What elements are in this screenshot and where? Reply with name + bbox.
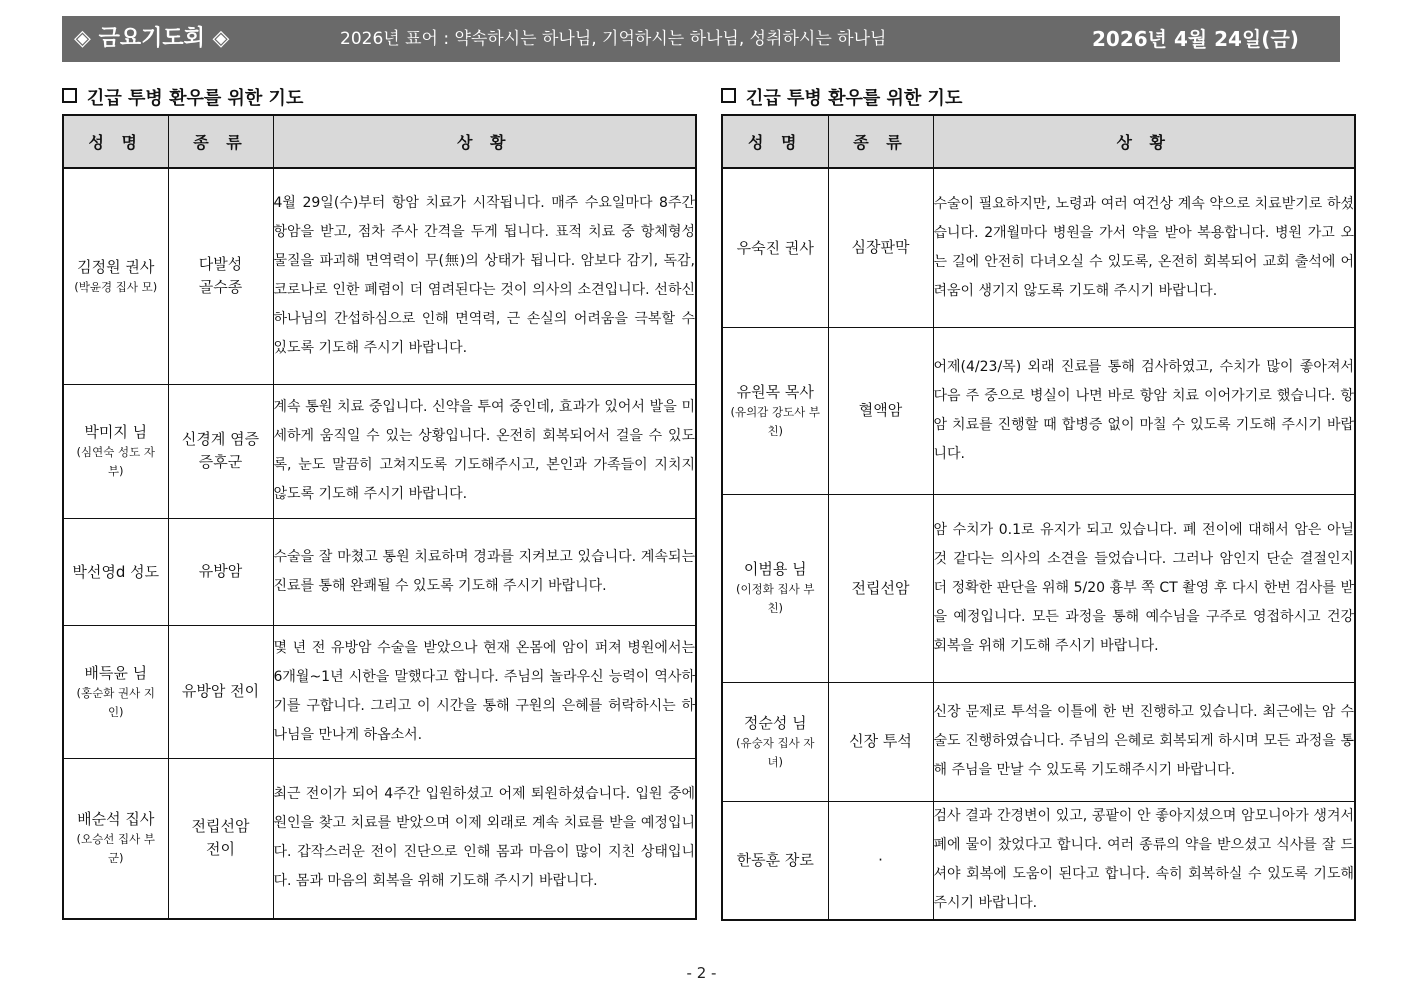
patient-name: 배득윤 님 xyxy=(84,663,148,682)
status-text: 4월 29일(수)부터 항암 치료가 시작됩니다. 매주 수요일마다 8주간 항암을 받고, 점차 주사 간격을 두게 됩니다. 표적 치료 중 항체형성 물질을 파괴해 면역력이 무(無)의 상태가 됩니다. 암보다 감기, 독감, 코로나로 인한 폐렴이 더 염려된다는 것이 의사의 소견입니다. 선하신 하나님의 간섭하심으로 인해 면역력, 근 손실의 어려움을 극복할 수 있도록 기도해 주시기 바랍니다. xyxy=(273,168,696,384)
page-title: ◈ 금요기도회 ◈ xyxy=(74,26,230,51)
illness-type: · xyxy=(828,801,933,920)
col-name-header: 성 명 xyxy=(722,115,828,168)
patient-relation: (오승선 집사 부군) xyxy=(76,832,155,866)
header-bar xyxy=(62,16,1340,62)
illness-type xyxy=(168,758,273,919)
checkbox-bullet-icon xyxy=(62,88,77,103)
status-text: 암 수치가 0.1로 유지가 되고 있습니다. 폐 전이에 대해서 암은 아닐 것 같다는 의사의 소견을 들었습니다. 그러나 암인지 단순 결절인지 더 정확한 판단을 위해 5/20 흉부 쪽 CT 촬영 후 다시 한번 검사를 받을 예정입니다. 모든 과정을 통해 예수님을 구주로 영접하시고 건강 회복을 위해 기도해 주시기 바랍니다. xyxy=(933,494,1355,682)
patient-name: 배순석 집사 xyxy=(77,810,155,829)
left-section-title-text: 긴급 투병 환우를 위한 기도 xyxy=(87,88,304,109)
table-row xyxy=(722,801,1355,920)
patient-name-cell xyxy=(63,518,168,625)
illness-type: 유방암 xyxy=(168,518,273,625)
patient-name-cell xyxy=(63,625,168,758)
patient-relation: (유의감 강도사 부친) xyxy=(730,404,821,438)
right-section-title-text: 긴급 투병 환우를 위한 기도 xyxy=(746,88,963,109)
status-text: 계속 통원 치료 중입니다. 신약을 투여 중인데, 효과가 있어서 발을 미세하게 움직일 수 있는 상황입니다. 온전히 회복되어서 걸을 수 있도록, 눈도 말끔히 고쳐지도록 기도해주시고, 본인과 가족들이 지치지 않도록 기도해 주시기 바랍니다. xyxy=(273,384,696,518)
patient-name: 이범용 님 xyxy=(743,560,807,578)
status-text: 신장 문제로 투석을 이틀에 한 번 진행하고 있습니다. 최근에는 암 수술도 진행하였습니다. 주님의 은혜로 회복되게 하시며 모든 과정을 통해 주님을 만날 수 있도록 기도해주시기 바랍니다. xyxy=(933,682,1355,801)
patient-name-cell xyxy=(63,384,168,518)
patient-name: 유원목 목사 xyxy=(736,382,814,401)
col-type-header: 종 류 xyxy=(168,115,273,168)
patient-name-cell xyxy=(722,168,828,327)
illness-line: 전이 xyxy=(206,840,235,859)
illness-line: 다발성 xyxy=(198,255,243,274)
status-text: 수술을 잘 마쳤고 통원 치료하며 경과를 지켜보고 있습니다. 계속되는 진료를 통해 완쾌될 수 있도록 기도해 주시기 바랍니다. xyxy=(273,518,696,625)
illness-type xyxy=(168,384,273,518)
illness-type xyxy=(168,168,273,384)
page-number: - 2 - xyxy=(686,964,717,982)
date-text: 2026년 4월 24일(금) xyxy=(1092,27,1299,51)
table-header-row xyxy=(63,115,696,168)
table-row xyxy=(63,625,696,758)
patient-name-cell xyxy=(722,682,828,801)
patient-name: 한동훈 장로 xyxy=(736,851,814,870)
col-type-header: 종 류 xyxy=(828,115,933,168)
patient-name-cell xyxy=(63,758,168,919)
illness-line: 증후군 xyxy=(198,453,243,471)
col-name-header: 성 명 xyxy=(63,115,168,168)
left-section-title xyxy=(62,84,303,110)
patient-name-cell xyxy=(722,327,828,494)
illness-type: 유방암 전이 xyxy=(168,625,273,758)
patient-name: 김정원 권사 xyxy=(77,257,155,276)
patient-name-cell xyxy=(722,801,828,920)
illness-type: 심장판막 xyxy=(828,168,933,327)
col-status-header: 상 황 xyxy=(273,115,696,168)
patient-name-cell xyxy=(722,494,828,682)
patient-name: 박선영d 성도 xyxy=(72,562,160,581)
motto-text: 2026년 표어 : 약속하시는 하나님, 기억하시는 하나님, 성취하시는 하나님 xyxy=(340,29,887,49)
status-text: 수술이 필요하지만, 노령과 여러 여건상 계속 약으로 치료받기로 하셨습니다. 2개월마다 병원을 가서 약을 받아 복용합니다. 병원 가고 오는 길에 안전히 다녀오실 수 있도록, 온전히 회복되어 교회 출석에 어려움이 생기지 않도록 기도해 주시기 바랍니다. xyxy=(933,168,1355,327)
table-row xyxy=(63,384,696,518)
table-row xyxy=(722,168,1355,327)
checkbox-bullet-icon xyxy=(721,88,736,103)
status-text: 몇 년 전 유방암 수술을 받았으나 현재 온몸에 암이 퍼져 병원에서는 6개월~1년 시한을 말했다고 합니다. 주님의 놀라우신 능력이 역사하기를 구합니다. 그리고 이 시간을 통해 구원의 은혜를 허락하시는 하나님을 만나게 하옵소서. xyxy=(273,625,696,758)
patient-name: 박미지 님 xyxy=(84,423,148,441)
right-prayer-table xyxy=(721,114,1356,921)
table-header-row xyxy=(722,115,1355,168)
patient-name-cell xyxy=(63,168,168,384)
patient-relation: (박윤경 집사 모) xyxy=(74,279,158,294)
status-text: 검사 결과 간경변이 있고, 콩팥이 안 좋아지셨으며 암모니아가 생겨서 폐에 물이 찼었다고 합니다. 여러 종류의 약을 받으셨고 식사를 잘 드셔야 회복에 도움이 된다고 합니다. 속히 회복하실 수 있도록 기도해 주시기 바랍니다. xyxy=(933,801,1355,920)
illness-type: 신장 투석 xyxy=(828,682,933,801)
patient-relation: (유숭자 집사 자녀) xyxy=(736,735,815,769)
right-section-title xyxy=(721,84,962,110)
left-prayer-table xyxy=(62,114,697,920)
table-row xyxy=(63,168,696,384)
col-status-header: 상 황 xyxy=(933,115,1355,168)
status-text: 최근 전이가 되어 4주간 입원하셨고 어제 퇴원하셨습니다. 입원 중에 원인을 찾고 치료를 받았으며 이제 외래로 계속 치료를 받을 예정입니다. 갑작스러운 전이 진단으로 인해 몸과 마음이 많이 지친 상태입니다. 몸과 마음의 회복을 위해 기도해 주시기 바랍니다. xyxy=(273,758,696,919)
table-row xyxy=(63,518,696,625)
patient-relation: (심연숙 성도 자부) xyxy=(76,445,155,478)
table-row xyxy=(63,758,696,919)
illness-line: 골수종 xyxy=(198,278,243,297)
illness-type: 전립선암 xyxy=(828,494,933,682)
illness-line: 전립선암 xyxy=(191,817,250,836)
patient-name: 정순성 님 xyxy=(743,713,807,732)
patient-name: 우숙진 권사 xyxy=(736,238,814,257)
status-text: 어제(4/23/목) 외래 진료를 통해 검사하였고, 수치가 많이 좋아져서 다음 주 중으로 병실이 나면 바로 항암 치료 이어가기로 했습니다. 항암 치료를 진행할 때 합병증 없이 마칠 수 있도록 기도해 주시기 바랍니다. xyxy=(933,327,1355,494)
table-row xyxy=(722,327,1355,494)
illness-line: 신경계 염증 xyxy=(181,430,260,448)
patient-relation: (이정화 집사 부친) xyxy=(736,582,815,615)
illness-type: 혈액암 xyxy=(828,327,933,494)
table-row xyxy=(722,682,1355,801)
table-row xyxy=(722,494,1355,682)
patient-relation: (홍순화 권사 지인) xyxy=(76,685,155,719)
